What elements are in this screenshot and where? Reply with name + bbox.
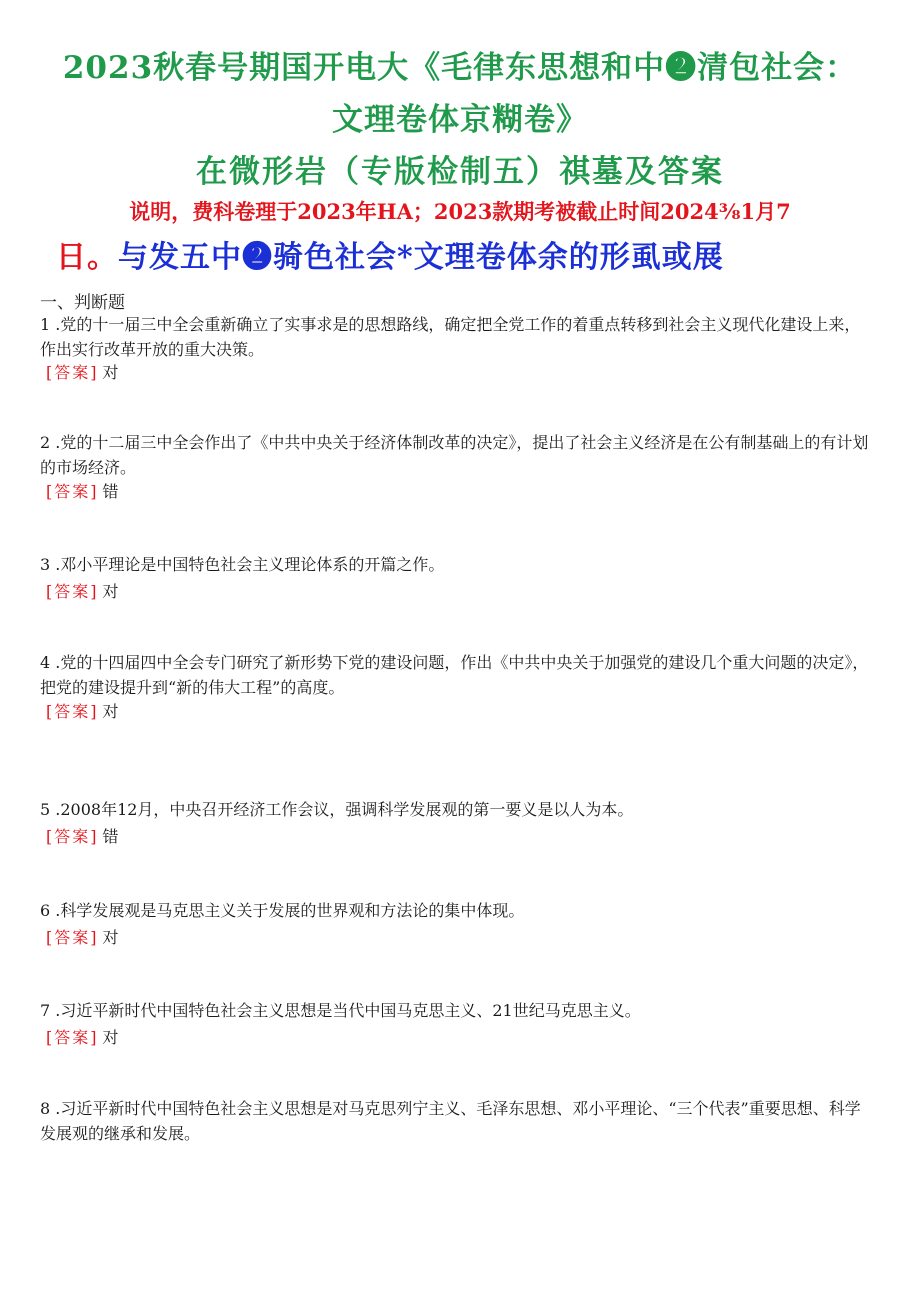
question-item-6: 6 .科学发展观是马克思主义关于发展的世界观和方法论的集中体现。 [40,901,525,920]
answer-value: 对 [102,702,119,721]
answer-item-1 [46,362,119,384]
answer-tag: [答案] [46,1028,99,1047]
document-title-line-3: 在微形岩（专版检制五）祺墓及答案 [196,154,724,190]
question-item-4: 4 .党的十四届四中全会专门研究了新形势下党的建设问题，作出《中共中央关于加强党的建设几个重大问题的决定》，把党的建设提升到“新的伟大工程”的高度。 [40,653,869,697]
answer-item-5 [46,826,119,848]
answer-tag: [答案] [46,582,99,601]
question-item-2: 2 .党的十二届三中全会作出了《中共中央关于经济体制改革的决定》，提出了社会主义经济是在公有制基础上的有计划的市场经济。 [40,433,869,477]
answer-item-7 [46,1027,119,1049]
answer-value: 对 [102,1028,119,1047]
answer-tag: [答案] [46,702,99,721]
answer-item-6 [46,927,119,949]
answer-tag: [答案] [46,827,99,846]
answer-item-2 [46,481,119,503]
question-item-8: 8 .习近平新时代中国特色社会主义思想是对马克思列宁主义、毛泽东思想、邓小平理论、“三个代表”重要思想、科学发展观的继承和发展。 [40,1099,861,1143]
question-item-3: 3 .邓小平理论是中国特色社会主义理论体系的开篇之作。 [40,555,445,574]
document-title-line-1: 2023秋春号期国开电大《毛律东思想和中❷清包社会： [62,50,858,86]
question-item-7: 7 .习近平新时代中国特色社会主义思想是当代中国马克思主义、21世纪马克思主义。 [40,1001,641,1020]
document-title-line-2: 文理卷体京糊卷》 [332,102,588,138]
document-subtitle-date-end: 日。 [56,240,118,275]
answer-item-4 [46,701,119,723]
answer-value: 错 [102,827,119,846]
document-note: 说明，费科卷理于2023年HA；2023款期考被截止时间2024⅜1月7 [129,199,791,224]
question-item-1: 1 .党的十一届三中全会重新确立了实事求是的思想路线，确定把全党工作的着重点转移到社会主义现代化建设上来，作出实行改革开放的重大决策。 [40,315,861,359]
answer-tag: [答案] [46,482,99,501]
question-item-5: 5 .2008年12月，中央召开经济工作会议，强调科学发展观的第一要义是以人为本。 [40,800,634,819]
answer-tag: [答案] [46,363,99,382]
document-subtitle [56,232,724,276]
section-heading: 一、判断题 [40,293,125,313]
answer-item-3 [46,581,119,603]
answer-value: 错 [102,482,119,501]
answer-value: 对 [102,363,119,382]
document-subtitle-text: 与发五中❷骑色社会*文理卷体余的形虱或展 [118,240,724,275]
answer-tag: [答案] [46,928,99,947]
answer-value: 对 [102,928,119,947]
answer-value: 对 [102,582,119,601]
